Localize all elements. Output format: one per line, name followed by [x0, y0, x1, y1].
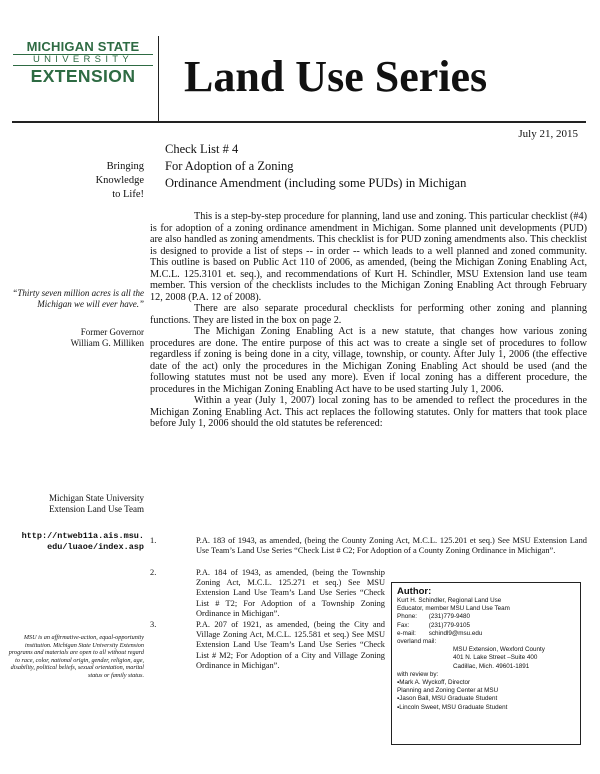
list-text: P.A. 183 of 1943, as amended, (being the County Zoning Act, M.C.L. 125.201 et seq.) See MSU Extension Land Use Team’s Land Use Series “Check List # C2; For Adoption of a County Zoning Ordinance in Michigan”.	[196, 536, 587, 556]
website-line[interactable]: http://ntweb11a.ais.msu.	[21, 531, 144, 541]
extension-line: Michigan State University	[49, 493, 144, 503]
list-number: 2.	[150, 568, 157, 577]
author-title: Educator, member MSU Land Use Team	[397, 605, 510, 613]
attribution-line: Former Governor	[80, 327, 144, 337]
author-heading: Author:	[397, 586, 432, 597]
author-box	[391, 582, 581, 745]
body-text	[150, 211, 587, 430]
paragraph-enabling-act: The Michigan Zoning Enabling Act is a new statute, that changes how various zoning procedures are done. The entire purpose of this act was to create a single set of procedures to follow regardless if zoning is being done in a city, village, township, or county. After July 1, 2006 (the effective date of the act) only the procedures in the Michigan Zoning Enabling Act should be used (and the following statutes must not be used any more). Even if local zoning has a different procedure, the procedures in the Michigan Zoning Enabling Act have to be used starting July 1, 2006.	[150, 326, 587, 395]
fax-row	[397, 622, 575, 630]
milliken-quote: “Thirty seven million acres is all the Michigan we will ever have.”	[12, 288, 144, 309]
publication-date: July 21, 2015	[518, 128, 578, 140]
sidebar-tagline	[4, 160, 144, 202]
logo-line-2: UNIVERSITY	[13, 54, 153, 66]
fax-label: Fax:	[397, 621, 410, 629]
email-row	[397, 630, 575, 638]
list-number: 3.	[150, 620, 157, 629]
phone-label: Phone:	[397, 613, 417, 621]
paragraph-intro: This is a step-by-step procedure for planning, land use and zoning. This particular checklist (#4) is for adoption of a zoning ordinance amendment in Michigan. Some planned unit developments (PUD) are also handled as zoning amendments. This checklist is for PUD zoning amendments also. This checklist is designed to provide a list of steps -- in order -- which leads to a well planned and zoned community. This outline is based on Public Act 110 of 2006, as amended, (being the Michigan Zoning Enabling Act, M.C.L. 125.3101 et. seq.), and recommendations of Kurt H. Schindler, MSU Extension land use team member. This version of the checklists includes to the Michigan Zoning Enabling Act through February 12, 2008 (P.A. 12 of 2008).	[150, 211, 587, 303]
tagline-line: Bringing	[106, 161, 144, 172]
reviewer-line: ▪Lincoln Sweet, MSU Graduate Student	[397, 703, 508, 711]
list-item	[150, 620, 385, 672]
phone-value: (231)779-9480	[428, 613, 471, 621]
paragraph-replaced-statutes: Within a year (July 1, 2007) local zoning has to be amended to reflect the procedures in the Michigan Zoning Enabling Act. This act replaces the following statutes. Only for matters that took place before July 1, 2006 should the old statutes be referenced:	[150, 395, 587, 429]
quote-attribution	[4, 327, 144, 349]
mail-line: Cadillac, Mich. 49601-1891	[453, 662, 530, 670]
mail-line: MSU Extension, Wexford County	[453, 646, 545, 654]
tagline-line: Knowledge	[95, 175, 144, 186]
logo-line-3: EXTENSION	[30, 66, 136, 86]
equal-opportunity-disclaimer: MSU is an affirmative-action, equal-opportunity institution. Michigan State University Extension programs and materials are open to all without regard to race, color, national origin, gender, religion, age, disability, political beliefs, sexual orientation, marital status or family status.	[8, 634, 144, 679]
list-item	[150, 568, 385, 620]
email-link[interactable]: schindl9@msu.edu	[428, 629, 483, 637]
paragraph-other-checklists: There are also separate procedural checklists for performing other zoning and planning functions. They are listed in the box on page 2.	[150, 303, 587, 326]
reviewer-line: Planning and Zoning Center at MSU	[397, 687, 499, 695]
logo-line-1: MICHIGAN STATE	[26, 39, 140, 54]
reviewer-line: ▪Jason Ball, MSU Graduate Student	[397, 695, 498, 703]
series-title: Land Use Series	[184, 52, 488, 101]
document-heading	[165, 141, 466, 192]
header-divider	[12, 121, 586, 123]
tagline-line: to Life!	[112, 189, 144, 200]
list-text: P.A. 207 of 1921, as amended, (being the City and Village Zoning Act, M.C.L. 125.581 et seq.) See MSU Extension Land Use Team’s Land Use Series “Check List # M2; For Adoption of a City and Village Zoning Ordinance in Michigan”.	[196, 620, 385, 670]
author-name: Kurt H. Schindler, Regional Land Use	[397, 597, 502, 604]
review-label: with review by:	[397, 670, 439, 678]
heading-line-3: Ordinance Amendment (including some PUDs) in Michigan	[165, 176, 467, 190]
attribution-line: William G. Milliken	[70, 338, 144, 348]
list-item	[150, 536, 587, 568]
mail-label: overland mail:	[397, 638, 437, 646]
heading-line-2: For Adoption of a Zoning	[165, 159, 294, 173]
header-vertical-rule	[158, 36, 159, 122]
website-link[interactable]	[4, 531, 144, 553]
list-text: P.A. 184 of 1943, as amended, (being the Township Zoning Act, M.C.L. 125.271 et seq.) See MSU Extension Land Use Team’s Land Use Series “Check List # T2; For Adoption of a Township Zoning Ordinance in Michigan”.	[196, 568, 385, 618]
website-line[interactable]: edu/luaoe/index.asp	[47, 542, 144, 552]
reviewer-line: ▪Mark A. Wyckoff, Director	[397, 679, 471, 687]
msu-extension-logo	[13, 40, 153, 85]
sidebar-extension-team	[4, 493, 144, 515]
phone-row	[397, 613, 575, 621]
extension-line: Extension Land Use Team	[49, 504, 144, 514]
list-number: 1.	[150, 536, 157, 545]
fax-value: (231)779-9105	[428, 621, 471, 629]
heading-line-1: Check List # 4	[165, 142, 239, 156]
mail-line: 401 N. Lake Street –Suite 400	[453, 654, 538, 662]
email-label: e-mail:	[397, 629, 416, 637]
